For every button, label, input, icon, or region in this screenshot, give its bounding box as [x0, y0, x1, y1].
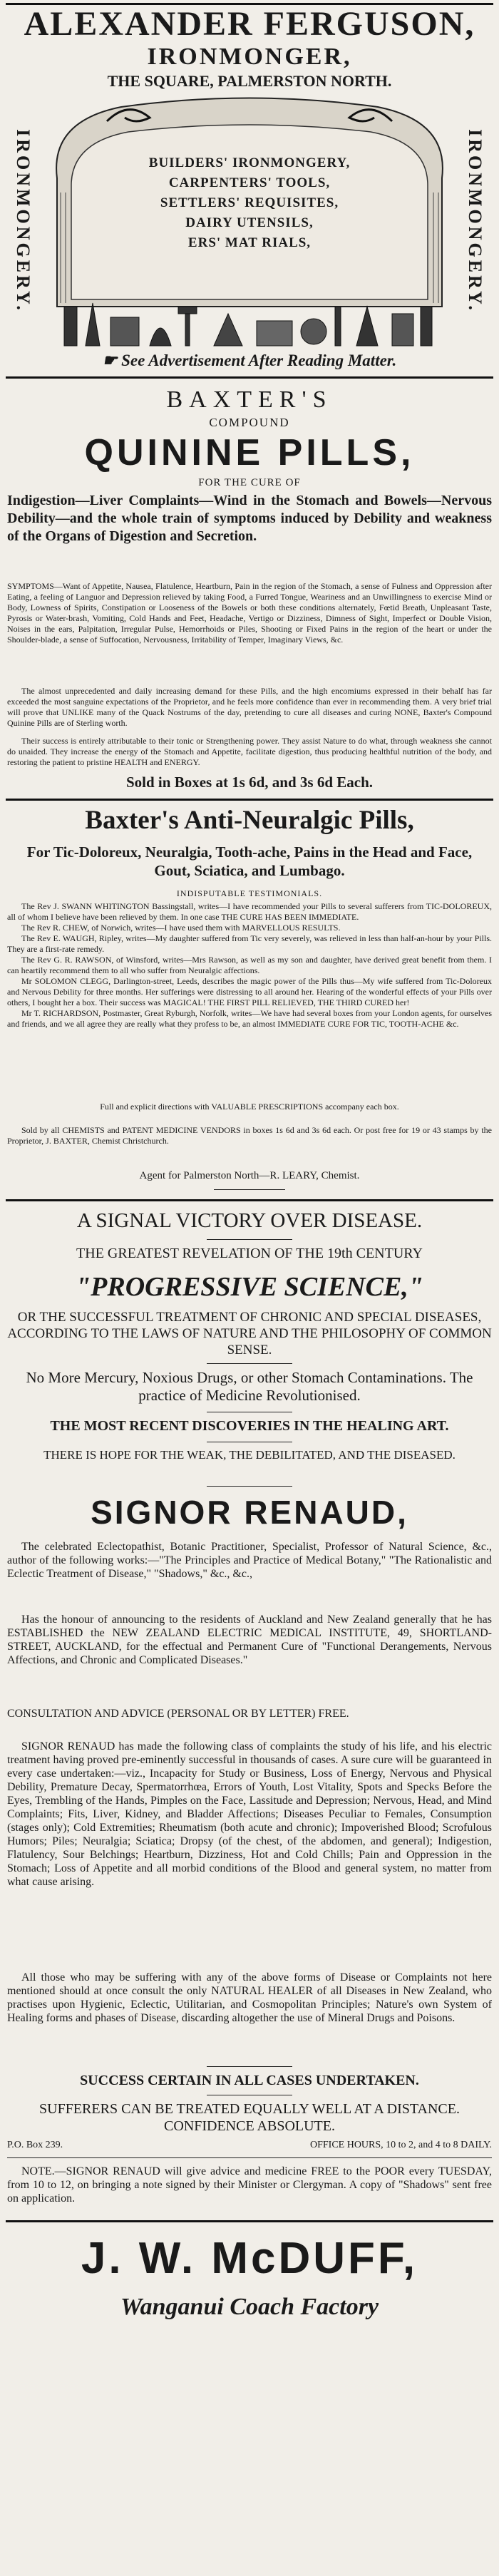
renaud-greatest: THE GREATEST REVELATION OF THE 19th CENTURY: [76, 1246, 423, 1261]
hand-pointer-icon: ☛: [102, 351, 122, 369]
neuralgic-for: For Tic-Doloreux, Neuralgia, Tooth-ache, Pains in the Head and Face, Gout, Sciatica, and Lumbago.: [26, 843, 473, 879]
ferguson-item: CARPENTERS' TOOLS,: [168, 175, 331, 190]
quinine-sold: Sold in Boxes at 1s 6d, and 3s 6d Each.: [125, 774, 374, 791]
thin-rule: [7, 2157, 492, 2158]
short-rule: [207, 2066, 292, 2067]
renaud-study: SIGNOR RENAUD has made the following class of complaints the study of his life, and his electric treatment having proved pre-eminently successful in thousands of cases. A sure cure will be guaranteed in every case undertaken:—viz., Incapacity for Study or Business, Loss of Energy, Nervous and Physical Debility, Premature Decay, Spermatorrhœa, Errors of Youth, Lost Vitality, Spots and Specks Before the Eyes, Trembling of the Hands, Pimples on the Face, Lassitude and Depression; Nervous, Head, and Mind Complaints; Fits, Liver, Kidney, and Bladder Affections; Diseases Peculiar to Females, Consumption (stages only); Cold Extremities; Rheumatism (both acute and chronic); Impoverished Blood; Scrofulous Humors; Piles; Neuralgia; Sciatica; Dropsy (of the chest, of the abdomen, and general); Indigestion, Flatulency, Sour Belchings; Heartburn, Dizziness, Hot and Cold Chills; Pain and Oppression in the Stomach; Loss of Appetite and all morbid conditions of the Blood and general system, no matter from what cause arising.: [7, 1740, 492, 1888]
short-rule: [214, 1189, 285, 1190]
ferguson-side-label-left: IRONMONGERY.: [13, 129, 34, 313]
mcduff-name: J. W. McDUFF,: [81, 2234, 418, 2283]
testimonial: The Rev R. CHEW, of Norwich, writes—I have used them with MARVELLOUS RESULTS.: [21, 923, 341, 933]
ferguson-item: ERS' MAT RIALS,: [187, 235, 312, 250]
quinine-symptoms: SYMPTOMS—Want of Appetite, Nausea, Flatulence, Heartburn, Pain in the region of the Stomach, a sense of Fulness and Oppression after Eating, a feeling of Languor and Depression relieved by taking Food, a Furred Tongue, Weariness and an Unwillingness to exercise Mind or Body, Lowness of Spirits, Constipation or Looseness of the Bowels or both these conditions alternately, Fœtid Breath, Unpleasant Taste, Pyrosis or Water-brash, Vomiting, Cold Hands and Feet, Headache, Vertigo or Dizziness, Dimness of Sight, Imperfect or Double Vision, Noises in the ears, Palpitation, Irregular Pulse, Hemorrhoids or Piles, Shooting or Fixed Pains in the region of the heart or under the Shoulder-blade, a sense of Suffocation, Nervousness, Irritability of Temper, Imaginary Views, &c.: [7, 581, 492, 645]
short-rule: [207, 1486, 292, 1487]
short-rule: [207, 1239, 292, 1240]
renaud-note: NOTE.—SIGNOR RENAUD will give advice and medicine FREE to the POOR every TUESDAY, from 10 to 12, on bringing a note signed by their Minister or Clergyman. A copy of "Shadows" sent free on application.: [7, 2165, 492, 2205]
renaud-name: SIGNOR RENAUD,: [91, 1494, 408, 1531]
renaud-victory: A SIGNAL VICTORY OVER DISEASE.: [76, 1209, 423, 1232]
divider-rule: [6, 1199, 493, 1201]
testimonials-list: [7, 901, 492, 1030]
ferguson-item: SETTLERS' REQUISITES,: [160, 195, 339, 210]
ferguson-item: DAIRY UTENSILS,: [185, 215, 314, 230]
renaud-success: SUCCESS CERTAIN IN ALL CASES UNDERTAKEN.: [80, 2073, 419, 2088]
quinine-lead: Indigestion—Liver Complaints—Wind in the Stomach and Bowels—Nervous Debility—and the whole train of symptoms induced by Debility and weakness of the Organs of Digestion and Secretion.: [7, 493, 492, 544]
mcduff-tagline: Wanganui Coach Factory: [120, 2294, 379, 2320]
renaud-hope: THERE IS HOPE FOR THE WEAK, THE DEBILITATED, AND THE DISEASED.: [43, 1448, 456, 1462]
ferguson-name: ALEXANDER FERGUSON,: [24, 5, 475, 43]
testimonial: The Rev J. SWANN WHITINGTON Bassingstall, writes—I have recommended your Pills to several sufferers from TIC-DOLOREUX, all of whom I believe have been relieved by them. In one case THE CURE HAS BEEN IMMEDIATE.: [7, 901, 492, 922]
renaud-consult: CONSULTATION AND ADVICE (PERSONAL OR BY LETTER) FREE.: [7, 1708, 349, 1720]
testimonial: The Rev G. R. RAWSON, of Winsford, writes—Mrs Rawson, as well as my son and daughter, have derived great benefit from them. I can heartily recommend them to all who suffer from Neuralgic affections.: [7, 955, 492, 975]
short-rule: [207, 1363, 292, 1364]
neuralgic-directions: Full and explicit directions with VALUABLE PRESCRIPTIONS accompany each box.: [100, 1102, 399, 1112]
renaud-office-hours: OFFICE HOURS, 10 to 2, and 4 to 8 DAILY.: [309, 2140, 492, 2150]
ferguson-footer: ☛ See Advertisement After Reading Matter.: [102, 351, 397, 369]
renaud-all-those: All those who may be suffering with any of the above forms of Disease or Complaints not here mentioned should at once consult the only NATURAL HEALER of all Diseases in New Zealand, who practises upon Hygienic, Eclectic, Utilitarian, and Cosmopolitan Principles; Nature's own System of Healing forms and phases of Disease, discarding altogether the use of Mineral Drugs and Poisons.: [7, 1971, 492, 2024]
renaud-po-box: P.O. Box 239.: [7, 2140, 63, 2150]
renaud-no-more: No More Mercury, Noxious Drugs, or other Stomach Contaminations. The practice of Medicine Revolutionised.: [26, 1369, 473, 1404]
quinine-for-cure: FOR THE CURE OF: [198, 477, 301, 488]
ferguson-side-label-right: IRONMONGERY.: [465, 129, 485, 313]
ferguson-item: BUILDERS' IRONMONGERY,: [148, 155, 351, 170]
testimonial: The Rev E. WAUGH, Ripley, writes—My daughter suffered from Tic very severely, was relieved in less than half-an-hour by your Pills. They are a first-rate remedy.: [7, 933, 492, 954]
divider-rule: [6, 2220, 493, 2222]
quinine-success: Their success is entirely attributable to their tonic or Strengthening power. They assist Nature to do what, through weakness she cannot do unaided. They increase the energy of the Stomach and Appetite, facilitate digestion, thus producing healthful nutrition of the body, and restoring the patient to pristine HEALTH and ENERGY.: [7, 736, 492, 767]
quinine-advert: [7, 385, 492, 491]
quinine-compound: COMPOUND: [209, 416, 290, 429]
divider-rule: [6, 376, 493, 379]
quinine-demand: The almost unprecedented and daily increasing demand for these Pills, and the high encomiums expressed in their behalf has far exceeded the most sanguine expectations of the Proprietor, and he feels more confidence than ever in recommending them. A very brief trial will prove that UNLIKE many of the Quack Nostrums of the day, pretending to cure all diseases and curing NONE, Baxter's Compound Quinine Pills are of Sterling worth.: [7, 686, 492, 728]
neuralgic-agent: Agent for Palmerston North—R. LEARY, Chemist.: [139, 1170, 360, 1181]
ferguson-advert: [7, 6, 492, 91]
ferguson-items: [121, 153, 378, 253]
renaud-sufferers: SUFFERERS CAN BE TREATED EQUALLY WELL AT A DISTANCE. CONFIDENCE ABSOLUTE.: [39, 2101, 460, 2134]
divider-rule: [6, 799, 493, 801]
quinine-maker: BAXTER'S: [166, 386, 333, 413]
renaud-discoveries: THE MOST RECENT DISCOVERIES IN THE HEALING ART.: [50, 1418, 449, 1434]
renaud-intro: The celebrated Eclectopathist, Botanic Practitioner, Specialist, Professor of Natural Science, &c., author of the following works:—"The Principles and Practice of Medical Botany," "The Rationalistic and Eclectic Treatment of Disease," "Shadows," &c., &c.,: [7, 1541, 492, 1580]
neuralgic-sold-by: Sold by all CHEMISTS and PATENT MEDICINE VENDORS in boxes 1s 6d and 3s 6d each. Or post free for 19 or 43 stamps by the Proprietor, J. BAXTER, Chemist Christchurch.: [7, 1125, 492, 1146]
renaud-progressive: "PROGRESSIVE SCIENCE,": [76, 1272, 423, 1302]
neuralgic-title: Baxter's Anti-Neuralgic Pills,: [85, 806, 414, 835]
renaud-address-line: [7, 2139, 492, 2152]
ferguson-address: THE SQUARE, PALMERSTON NORTH.: [107, 72, 392, 90]
testimonials-heading: INDISPUTABLE TESTIMONIALS.: [176, 888, 323, 898]
quinine-title: QUININE PILLS,: [84, 432, 415, 473]
testimonial: Mr SOLOMON CLEGG, Darlington-street, Leeds, describes the magic power of the Pills thus—My wife suffered from Tic-Doloreux and Nervous Debility for three months. Her sufferings were distressing to all around her. Hearing of the wonderful effects of your Pills over others, I bought her a box. Their success was MAGICAL! THE FIRST PILL RELIEVED, THE THIRD CURED her!: [7, 976, 492, 1007]
renaud-honour: Has the honour of announcing to the residents of Auckland and New Zealand generally that he has ESTABLISHED the NEW ZEALAND ELECTRIC MEDICAL INSTITUTE, 49, SHORTLAND-STREET, AUCKLAND, for the effectual and Permanent Cure of "Functional Derangements, Nervous Affections, and Chronic and Complicated Diseases.": [7, 1613, 492, 1666]
testimonial: Mr T. RICHARDSON, Postmaster, Great Ryburgh, Norfolk, writes—We have had several boxes from your London agents, for ourselves and friends, and we all agree they are really what they profess to be, an almost IMMEDIATE CURE FOR TIC, TOOTH-ACHE &c.: [7, 1008, 492, 1029]
renaud-or-text: OR THE SUCCESSFUL TREATMENT OF CHRONIC AND SPECIAL DISEASES, ACCORDING TO THE LAWS OF NATURE AND THE PHILOSOPHY OF COMMON SENSE.: [7, 1310, 492, 1358]
ferguson-trade: IRONMONGER,: [147, 43, 352, 70]
